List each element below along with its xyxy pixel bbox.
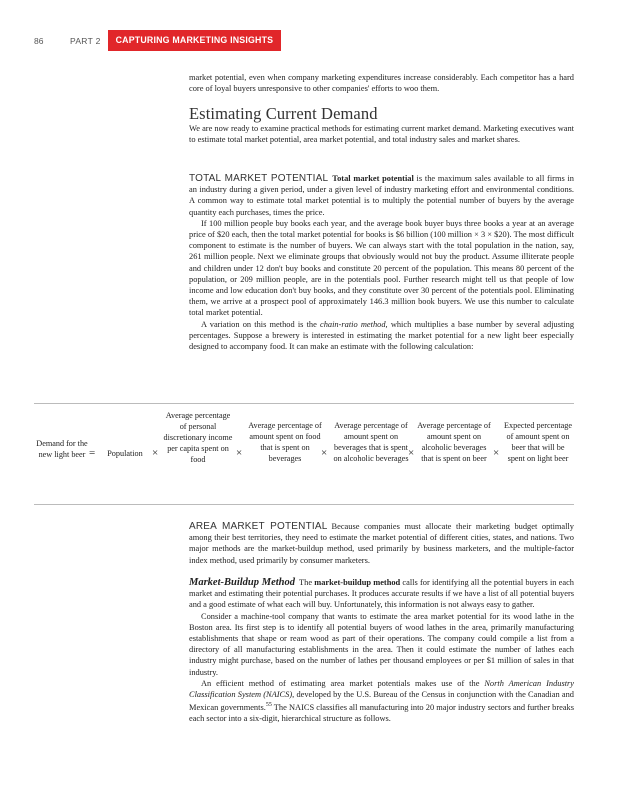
- times-sign: ×: [236, 447, 243, 459]
- intro-paragraph: market potential, even when company marketing expenditures increase considerably. Each competitor has a hard core of loyal buyers unresponsive to other companies' efforts to woo them.: [189, 73, 574, 94]
- calc-term-beverages: Average percentage of amount spent on food that is spent on beverages: [248, 421, 322, 463]
- times-sign: ×: [152, 447, 159, 459]
- calc-term-alcoholic: Average percentage of amount spent on beverages that is spent on alcoholic beverages: [333, 421, 409, 463]
- part-title-banner: CAPTURING MARKETING INSIGHTS: [108, 30, 282, 51]
- area-market-section: [189, 521, 574, 566]
- times-sign: ×: [493, 447, 500, 459]
- buildup-heading: Market-Buildup Method: [189, 577, 296, 588]
- page-number: 86: [34, 35, 44, 46]
- calc-term-beer: Average percentage of amount spent on alcoholic beverages that is spent on beer: [417, 421, 491, 463]
- area-market-p1: AREA MARKET POTENTIAL Because companies must allocate their marketing budget optimally among their best territories, they need to estimate the market potential of different cities, states, and nations. Two major methods are the market-buildup method, used primarily by business marketers, and the multiple-factor index method, used primarily by consumer marketers.: [189, 521, 574, 565]
- area-market-heading: AREA MARKET POTENTIAL: [189, 521, 328, 532]
- total-market-heading: TOTAL MARKET POTENTIAL: [189, 173, 329, 184]
- footnote-marker: 55: [265, 702, 272, 709]
- total-market-section: [189, 173, 574, 352]
- total-market-p3: A variation on this method is the chain-ratio method, which multiplies a base number by several adjusting percentages. Suppose a brewery is interested in estimating the market potential for a new light beer especially designed to accompany food. It can make an estimate with the following calculation:: [189, 319, 575, 352]
- buildup-p2: Consider a machine-tool company that wants to estimate the area market potential for its wood lathe in the Boston area. Its first step is to identify all potential buyers of wood lathes in the area, primarily manufacturing establishments that shape or ream wood as part of their operations. The company could compile a list from a directory of all manufacturing establishments in the area. Then it could estimate the number of lathes each industry might purchase, based on the number of lathes per thousand employees or per $1 million of sales in that industry.: [189, 611, 574, 677]
- part-label: PART 2: [70, 35, 101, 46]
- equals-sign: =: [89, 447, 96, 459]
- calc-term-light-beer: Expected percentage of amount spent on beer that will be spent on light beer: [504, 421, 572, 463]
- times-sign: ×: [321, 447, 328, 459]
- section-intro: We are now ready to examine practical methods for estimating current market demand. Marketing executives want to estimate total market potential, area market potential, and total industry sales and market shares.: [189, 124, 574, 145]
- calc-term-demand: Demand for the new light beer: [36, 439, 88, 459]
- total-market-p2: If 100 million people buy books each year, and the average book buyer buys three books a year at an average price of $20 each, then the total market potential for books is $6 billion (100 million × 3 × $20). The most difficult component to estimate is the number of buyers. We can always start with the total population in the nation, say, 261 million people. Next we eliminate groups that obviously would not buy the product. Assume illiterate people and children under 12 don't buy books and constitute 20 percent of the population. This means 80 percent of the population, or 209 million people, are in the potentials pool. Further research might tell us that people of low income and low education don't buy books, and they constitute over 30 percent of the potentials pool. Eliminating them, we arrive at a prospect pool of approximately 146.3 million book buyers. We use this number to calculate total market potential.: [189, 218, 574, 318]
- section-title: Estimating Current Demand: [189, 104, 378, 123]
- page-header: [34, 30, 281, 51]
- buildup-p3: An efficient method of estimating area market potentials makes use of the North American Industry Classification System (NAICS), developed by the U.S. Bureau of the Census in conjunction with the Canadian and Mexican governments.$^{55}$ The NAICS classifies all manufacturing into 20 major industry sectors and further breaks each sector into a six-digit, hierarchical structure as follows.: [189, 678, 575, 724]
- market-buildup-section: [189, 577, 574, 724]
- section-estimating-demand: [189, 104, 574, 146]
- times-sign: ×: [408, 447, 415, 459]
- buildup-p1: Market-Buildup Method The market-buildup method calls for identifying all the potential buyers in each market and estimating their potential purchases. It produces accurate results if we have a list of all potential buyers and a good estimate of what each will buy. Unfortunately, this information is not always easy to gather.: [189, 577, 574, 610]
- total-market-p1: TOTAL MARKET POTENTIAL Total market potential is the maximum sales available to all firms in an industry during a given period, under a given level of industry marketing effort and environmental conditions. A common way to estimate total market potential is to multiply the potential number of buyers by the average quantity each purchases, times the price.: [189, 173, 574, 217]
- calc-term-food: Average percentage of personal discretionary income per capita spent on food: [163, 411, 233, 464]
- chain-ratio-calculation: [34, 403, 574, 505]
- calc-term-population: Population: [107, 449, 143, 458]
